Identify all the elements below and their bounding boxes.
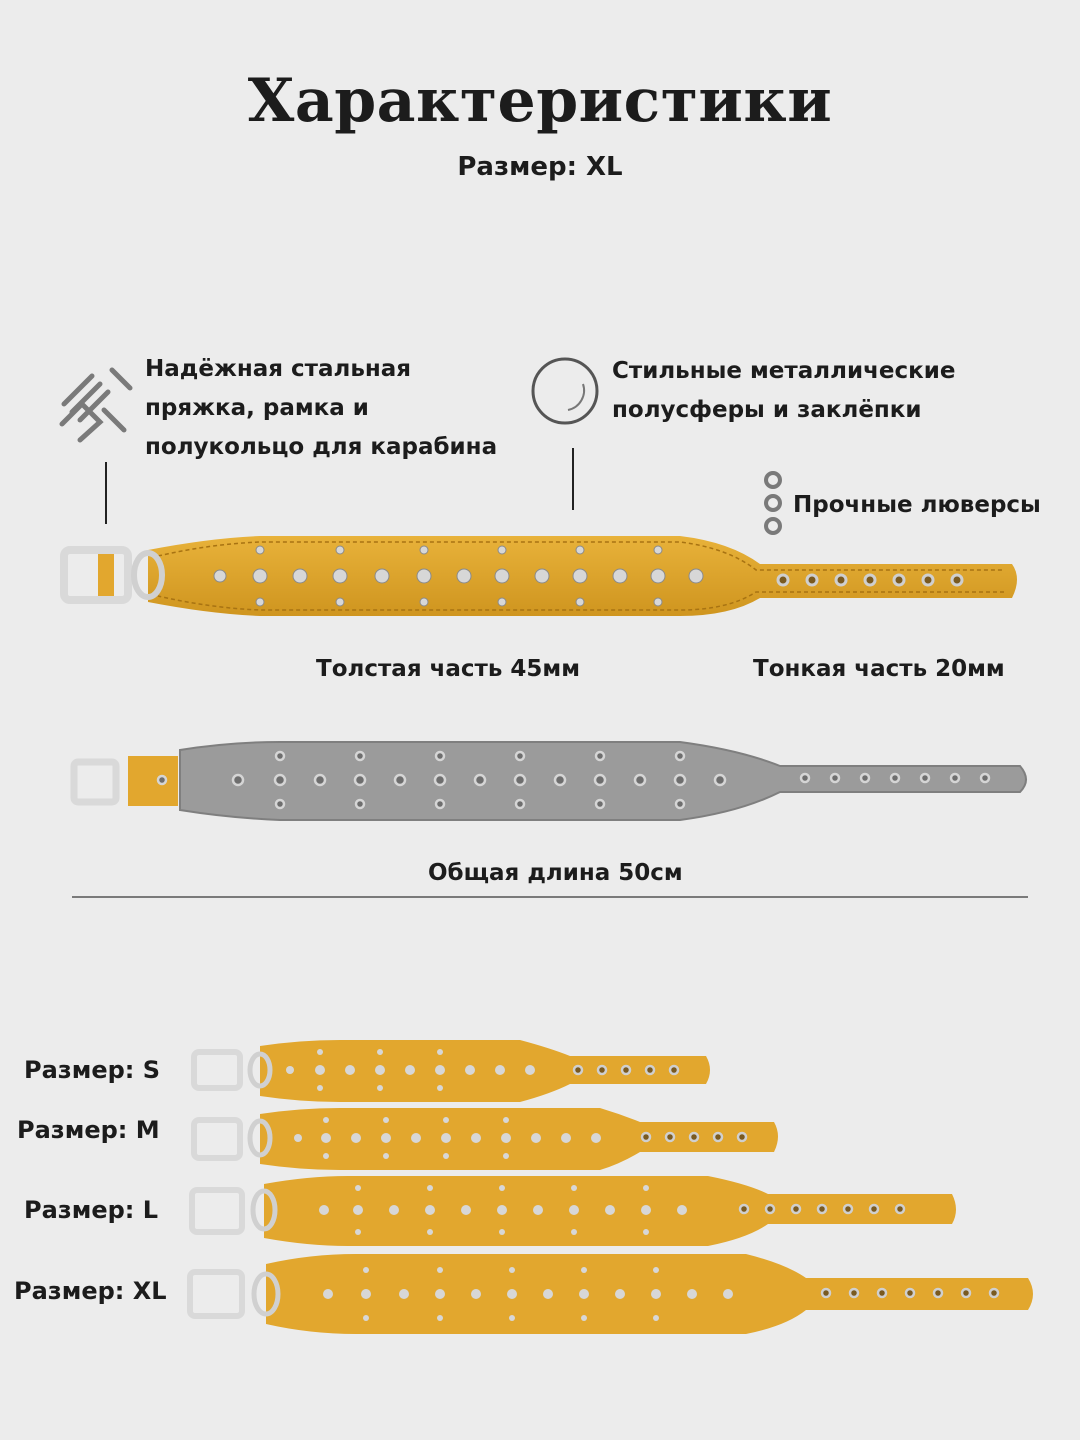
total-length-label: Общая длина 50см <box>428 860 683 886</box>
pointer-line-buckle <box>105 462 107 524</box>
thin-part-label: Тонкая часть 20мм <box>753 656 1005 682</box>
section-divider <box>72 896 1028 898</box>
buckle-tool-icon <box>52 360 136 444</box>
feature-rivets-text: Стильные металлические полусферы и заклёпки <box>612 358 956 423</box>
collar-size-m <box>190 1104 790 1174</box>
pointer-line-rivets <box>572 448 574 510</box>
collar-size-xl <box>186 1250 1042 1336</box>
collar-leather-front <box>40 520 1040 630</box>
size-label-m: Размер: M <box>17 1116 160 1144</box>
feature-grommets-text: Прочные люверсы <box>793 492 1041 518</box>
size-label-s: Размер: S <box>24 1056 161 1084</box>
thick-part-label: Толстая часть 45мм <box>316 656 581 682</box>
collar-size-l <box>188 1172 968 1250</box>
page-title: Характеристики <box>247 66 833 136</box>
size-label-l: Размер: L <box>24 1196 159 1224</box>
page-subtitle: Размер: XL <box>457 152 623 182</box>
hemisphere-icon <box>528 354 602 428</box>
collar-felt-back <box>60 732 1040 832</box>
feature-buckle-text: Надёжная стальная пряжка, рамка и полукольцо для карабина <box>145 356 498 460</box>
size-label-xl: Размер: XL <box>14 1277 167 1305</box>
collar-size-s <box>190 1038 720 1104</box>
